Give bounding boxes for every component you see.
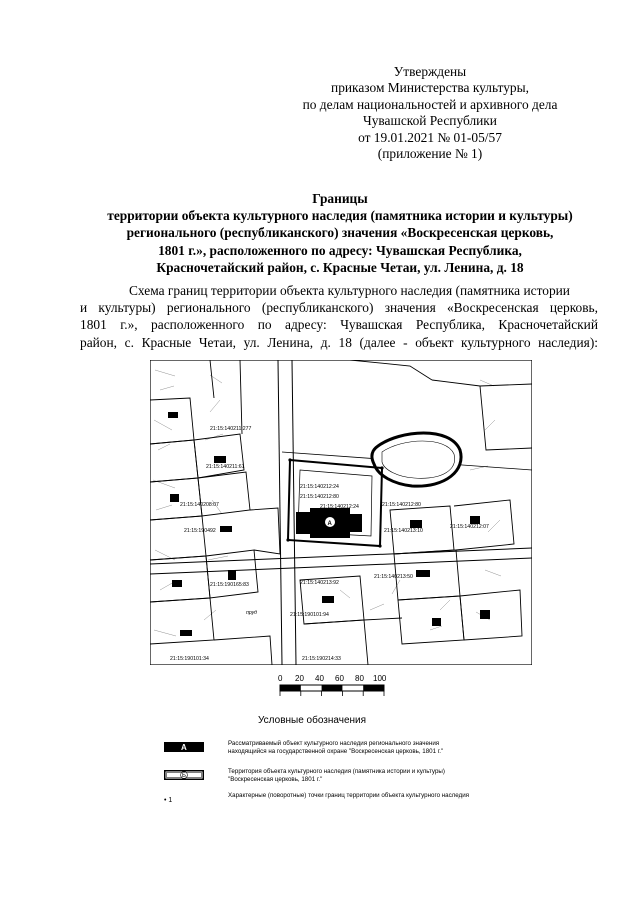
svg-text:• 1: • 1	[164, 797, 173, 804]
legend-title: Условные обозначения	[258, 715, 367, 726]
approval-block	[300, 64, 560, 162]
paragraph-line: район, с. Красные Четаи, ул. Ленина, д. 18 (далее - объект культурного наследия):	[80, 334, 598, 350]
document-title	[60, 190, 620, 276]
map-label: 21:15:190101:94	[290, 612, 329, 618]
scale-tick-label: 80	[355, 674, 364, 683]
legend-item-text: Характерные (поворотные) точки границ территории объекта культурного наследия	[228, 792, 470, 799]
scale-tick-label: 60	[335, 674, 344, 683]
map-label: 21:15:140208:07	[180, 502, 219, 508]
legend-object-symbol	[164, 742, 204, 752]
approval-line: по делам национальностей и архивного дела	[302, 96, 558, 112]
scale-tick-label: 40	[315, 674, 324, 683]
map-label: 21:15:190165:83	[210, 582, 249, 588]
paragraph-line: Схема границ территории объекта культурного наследия (памятника истории	[129, 283, 570, 298]
title-line: территории объекта культурного наследия (памятника истории и культуры)	[107, 208, 573, 224]
approval-line: (приложение № 1)	[377, 146, 483, 162]
intro-paragraph	[80, 282, 598, 351]
map-label: 21:15:140212:24	[300, 484, 339, 490]
legend-item-text: Рассматриваемый объект культурного наследия регионального значения	[228, 740, 440, 747]
approval-line: от 19.01.2021 № 01-05/57	[358, 129, 502, 145]
map-label: 21:15:140211:61	[206, 464, 245, 470]
map-label: 21:15:140212:80	[300, 494, 339, 500]
map-label: 21:15:140213:10	[384, 528, 423, 534]
map-label: 21:15:140212:24	[320, 504, 359, 510]
title-line: Границы	[312, 191, 368, 206]
cadastral-map	[150, 360, 532, 665]
legend-points-symbol	[164, 794, 204, 804]
map-label: 21:15:190214:33	[302, 656, 341, 662]
scale-tick-label: 0	[278, 674, 283, 683]
map-label: 21:15:140212:80	[382, 502, 421, 508]
approval-line: Чувашской Республики	[363, 113, 497, 129]
title-line: Красночетайский район, с. Красные Четаи, ул. Ленина, д. 18	[156, 259, 524, 275]
scale-tick-label: 100	[373, 674, 387, 683]
map-label: 21:15:140212:07	[450, 524, 489, 530]
map-label: 21:15:140213:50	[374, 574, 413, 580]
title-line: 1801 г.», расположенного по адресу: Чувашская Республика,	[158, 242, 522, 258]
map-label: 21:15:190101:34	[170, 656, 209, 662]
legend-item-text: Территория объекта культурного наследия (памятника истории и культуры)	[228, 768, 445, 775]
legend-item-text: находящийся на государственной охране "Воскресенская церковь, 1801 г."	[228, 747, 444, 755]
svg-text:Б: Б	[182, 773, 186, 780]
scale-tick-label: 20	[295, 674, 304, 683]
map-label: 21:15:140213:92	[300, 580, 339, 586]
title-line: регионального (республиканского) значения «Воскресенская церковь,	[126, 225, 554, 241]
scale-bar	[276, 672, 396, 700]
svg-text:A: A	[327, 521, 332, 527]
approval-line: Утверждены	[393, 64, 467, 79]
paragraph-line: 1801 г.», расположенного по адресу: Чувашская Республика, Красночетайский	[80, 317, 598, 333]
map-label: пруд	[246, 610, 258, 616]
legend-territory-symbol	[164, 770, 204, 780]
svg-text:A: A	[181, 743, 187, 752]
approval-line: приказом Министерства культуры,	[331, 80, 529, 96]
legend-item-text: "Воскресенская церковь, 1801 г."	[228, 775, 323, 783]
paragraph-line: и культуры) регионального (республиканского) значения «Воскресенская церковь,	[80, 300, 598, 316]
map-label: 21:15:140211:277	[210, 426, 252, 432]
map-label: 21:15:190492	[184, 528, 216, 534]
